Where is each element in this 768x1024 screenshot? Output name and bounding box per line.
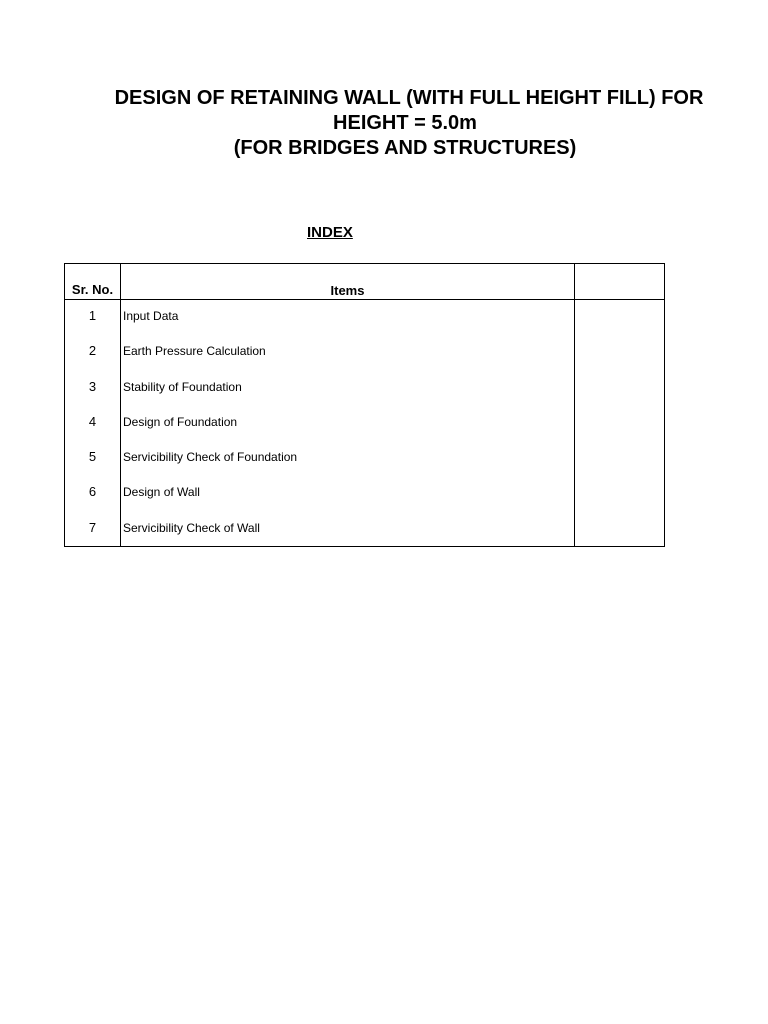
row-number: 5: [88, 449, 97, 465]
row-item: Design of Wall: [123, 485, 200, 500]
table-row: [65, 449, 664, 484]
row-item: Servicibility Check of Foundation: [123, 450, 298, 465]
row-number: 6: [88, 484, 97, 500]
row-item: Input Data: [123, 309, 179, 323]
table-row: [65, 379, 664, 414]
row-number: 7: [88, 519, 97, 535]
title-line-3: (FOR BRIDGES AND STRUCTURES): [233, 137, 577, 159]
row-number: 1: [88, 308, 97, 323]
row-item: Stability of Foundation: [123, 379, 242, 394]
document-title: [0, 86, 768, 161]
row-item: Design of Foundation: [123, 414, 238, 429]
table-row: [65, 414, 664, 449]
row-number: 4: [88, 413, 97, 429]
table-row: [65, 343, 664, 378]
row-item: Earth Pressure Calculation: [123, 344, 266, 359]
header-sr-no: Sr. No.: [71, 282, 114, 297]
index-heading: INDEX: [307, 224, 353, 241]
table-body: [65, 308, 664, 555]
title-line-2: HEIGHT = 5.0m: [333, 112, 477, 134]
row-item: Servicibility Check of Wall: [123, 520, 260, 535]
row-number: 3: [88, 378, 97, 394]
row-number: 2: [88, 343, 97, 359]
header-items: Items: [330, 283, 365, 298]
header-divider: [65, 299, 664, 300]
table-row: [65, 520, 664, 555]
table-row: [65, 484, 664, 519]
header-page: [575, 282, 664, 298]
index-table: [64, 263, 665, 547]
title-line-1: DESIGN OF RETAINING WALL (WITH FULL HEIGHT FILL) FOR: [114, 87, 704, 109]
table-row: [65, 308, 664, 343]
